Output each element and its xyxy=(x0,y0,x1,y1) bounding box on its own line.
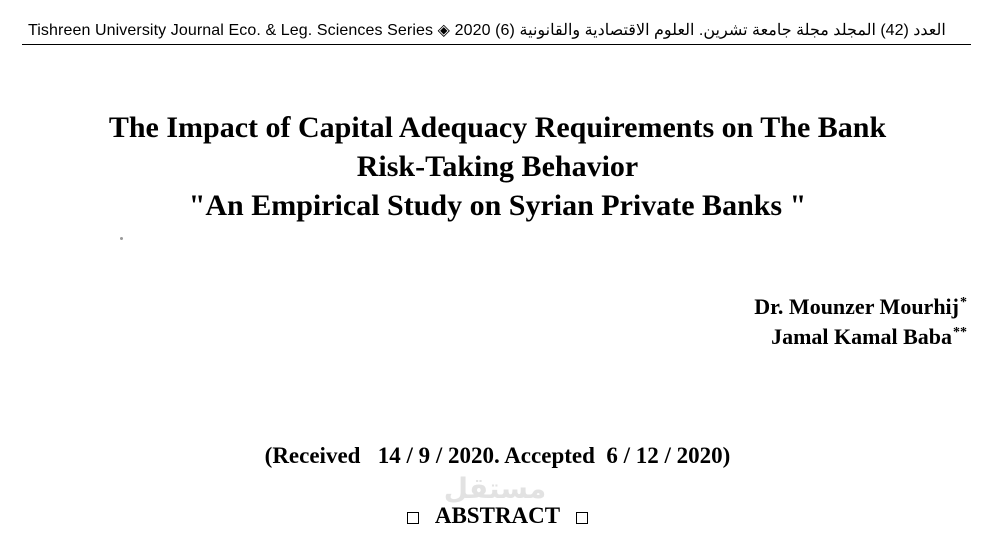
square-bullet-icon xyxy=(407,512,419,524)
stray-dot xyxy=(120,237,123,240)
paper-title xyxy=(0,108,995,225)
paper-title-line-3: "An Empirical Study on Syrian Private Banks " xyxy=(188,189,807,222)
journal-header-text: Tishreen University Journal Eco. & Leg. Sciences Series ◈ 2020 (6) العدد (42) المجلد مجلة جامعة تشرين. العلوم الاقتصادية والقانونية xyxy=(28,22,946,39)
author-1-footnote-mark: * xyxy=(960,294,967,310)
paper-title-line-1: The Impact of Capital Adequacy Requirements on The Bank xyxy=(108,111,887,144)
abstract-heading: ABSTRACT xyxy=(434,503,561,528)
received-accepted-dates: (Received 14 / 9 / 2020. Accepted 6 / 12 / 2020) xyxy=(264,443,731,468)
svg-text:مستقل: مستقل xyxy=(443,472,547,505)
square-bullet-icon xyxy=(576,512,588,524)
abstract-heading-row xyxy=(0,503,995,529)
author-2 xyxy=(754,322,967,352)
paper-title-line-2: Risk-Taking Behavior xyxy=(356,150,639,183)
author-list xyxy=(754,292,967,352)
author-1 xyxy=(754,292,967,322)
author-2-footnote-mark: ** xyxy=(953,324,967,340)
author-2-name: Jamal Kamal Baba xyxy=(771,324,952,349)
journal-header xyxy=(22,20,971,45)
author-1-name: Dr. Mounzer Mourhij xyxy=(754,294,959,319)
